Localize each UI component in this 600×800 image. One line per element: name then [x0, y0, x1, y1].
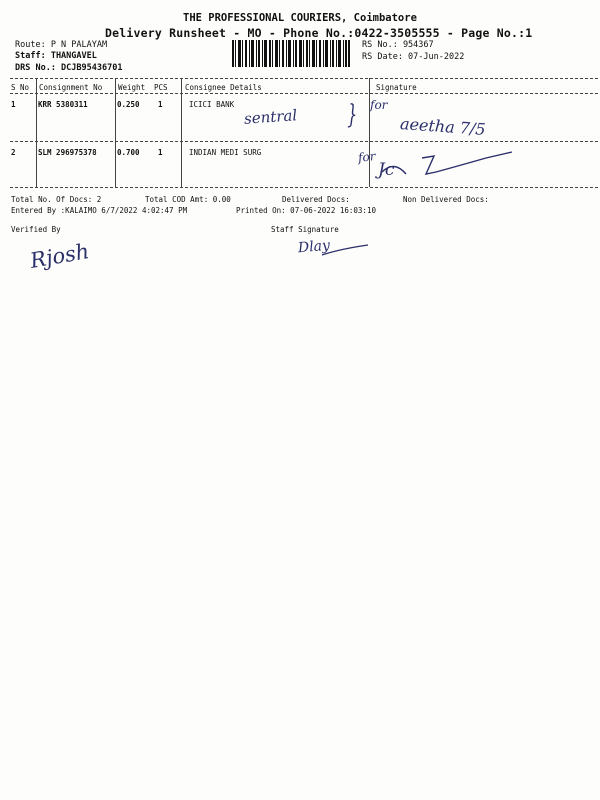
row1-weight: 0.250 [117, 100, 140, 109]
handwritten-for: for [357, 149, 377, 165]
row1-pcs: 1 [158, 100, 163, 109]
handwritten-signature: aeetha 7/5 [399, 114, 487, 139]
handwritten-note: sentral [243, 106, 298, 128]
barcode-image [232, 40, 350, 67]
route-label: Route: P N PALAYAM [15, 40, 108, 50]
col-header-consignment: Consignment No [39, 83, 103, 92]
signature-flourish [320, 243, 370, 259]
runsheet-subtitle: Delivery Runsheet - MO - Phone No.:0422-3505555 - Page No.:1 [105, 26, 533, 40]
table-bottom-rule [10, 187, 598, 188]
col-header-weight: Weight [118, 83, 146, 92]
verifier-signature: Rjosh [28, 239, 91, 273]
col-divider [181, 78, 182, 187]
total-cod: Total COD Amt: 0.00 [145, 195, 231, 204]
row2-consignment: SLM 296975378 [38, 148, 97, 157]
printed-on: Printed On: 07-06-2022 16:03:10 [236, 206, 376, 215]
col-divider [369, 78, 370, 187]
col-divider [115, 78, 116, 187]
row1-sno: 1 [11, 100, 16, 109]
staff-signature: Dlay [297, 237, 331, 257]
staff-signature-label: Staff Signature [271, 225, 339, 234]
staff-label: Staff: THANGAVEL [15, 51, 97, 61]
non-delivered-docs: Non Delivered Docs: [403, 195, 489, 204]
signature-scribble [378, 150, 518, 186]
drs-number: DRS No.: DCJB95436701 [15, 63, 123, 73]
delivered-docs: Delivered Docs: [282, 195, 350, 204]
entered-by: Entered By :KALAIMO 6/7/2022 4:02:47 PM [11, 206, 188, 215]
handwritten-brace: } [347, 100, 358, 130]
col-divider [36, 78, 37, 187]
rs-date: RS Date: 07-Jun-2022 [362, 52, 465, 62]
row2-weight: 0.700 [117, 148, 140, 157]
company-title: THE PROFESSIONAL COURIERS, Coimbatore [183, 12, 417, 24]
col-header-consignee: Consignee Details [185, 83, 262, 92]
table-top-rule [10, 78, 598, 79]
total-docs: Total No. Of Docs: 2 [11, 195, 102, 204]
rs-number: RS No.: 954367 [362, 40, 434, 50]
handwritten-for: for [370, 98, 388, 112]
row2-consignee: INDIAN MEDI SURG [189, 148, 262, 157]
row-divider [10, 141, 598, 142]
verified-by-label: Verified By [11, 225, 61, 234]
row2-pcs: 1 [158, 148, 163, 157]
row1-consignment: KRR 5380311 [38, 100, 88, 109]
col-header-pcs: PCS [154, 83, 168, 92]
col-header-signature: Signature [376, 83, 417, 92]
row2-sno: 2 [11, 148, 16, 157]
handwritten-signature: Jc [378, 160, 395, 180]
table-header-rule [10, 93, 598, 94]
row1-consignee: ICICI BANK [189, 100, 235, 109]
col-header-sno: S No [11, 83, 30, 92]
